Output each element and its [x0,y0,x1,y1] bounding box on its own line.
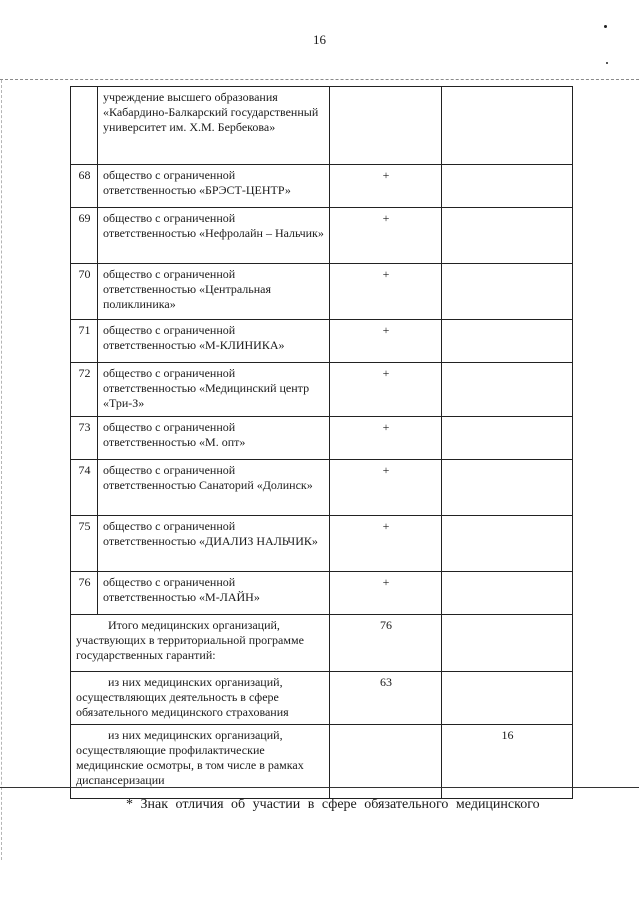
participation-mark-cell: + [330,208,442,264]
participation-mark2-cell [442,417,573,460]
total-label-text: из них медицинских организаций, осуществляющих деятельность в сфере обязательного медицинского страхования [76,675,289,719]
organization-name-cell: общество с ограниченной ответственностью «М-ЛАЙН» [98,572,330,615]
total-label-text: из них медицинских организаций, осуществляющие профилактические медицинские осмотры, в том числе в рамках диспансеризации [76,728,304,787]
participation-mark2-cell [442,165,573,208]
page-number: 16 [313,32,326,47]
participation-mark2-cell [442,516,573,572]
participation-mark2-cell [442,572,573,615]
participation-mark2-cell [442,320,573,363]
table-row [71,165,573,208]
participation-mark2-cell [442,264,573,320]
table-total-row [71,615,573,672]
table-row [71,417,573,460]
page-left-edge [1,80,2,860]
row-number-cell: 72 [71,363,98,417]
participation-mark-cell: + [330,460,442,516]
row-number-cell: 75 [71,516,98,572]
participation-mark-cell: + [330,165,442,208]
total-label-cell [71,615,330,672]
participation-mark-cell [330,87,442,165]
organization-name-cell: общество с ограниченной ответственностью «Нефролайн – Нальчик» [98,208,330,264]
participation-mark2-cell [442,208,573,264]
participation-mark-cell: + [330,320,442,363]
participation-mark-cell: + [330,264,442,320]
total-value-cell: 76 [330,615,442,672]
row-number-cell [71,87,98,165]
organizations-table [70,86,573,799]
table-row-continuation [71,87,573,165]
table-row [71,460,573,516]
organization-name-cell: общество с ограниченной ответственностью «М. опт» [98,417,330,460]
table-row [71,264,573,320]
row-number-cell: 71 [71,320,98,363]
scan-speck-top [604,25,607,28]
participation-mark2-cell [442,460,573,516]
row-number-cell: 68 [71,165,98,208]
total-label-cell [71,672,330,725]
participation-mark-cell: + [330,572,442,615]
organization-name-cell: учреждение высшего образования «Кабардино-Балкарский государственный университет им. Х.М. Бербекова» [98,87,330,165]
participation-mark-cell: + [330,516,442,572]
participation-mark-cell: + [330,417,442,460]
organization-name-cell: общество с ограниченной ответственностью «М-КЛИНИКА» [98,320,330,363]
table-row [71,320,573,363]
row-number-cell: 70 [71,264,98,320]
organization-name-cell: общество с ограниченной ответственностью «БРЭСТ-ЦЕНТР» [98,165,330,208]
total-value-cell: 63 [330,672,442,725]
table-row [71,208,573,264]
table-total-row [71,672,573,725]
row-number-cell: 69 [71,208,98,264]
page-top-rule [0,79,639,80]
total-value2-cell: 16 [442,725,573,799]
organization-name-cell: общество с ограниченной ответственностью «ДИАЛИЗ НАЛЬЧИК» [98,516,330,572]
row-number-cell: 74 [71,460,98,516]
total-value2-cell [442,672,573,725]
total-value2-cell [442,615,573,672]
participation-mark2-cell [442,87,573,165]
table-row [71,363,573,417]
table-row [71,572,573,615]
organization-name-cell: общество с ограниченной ответственностью «Центральная поликлиника» [98,264,330,320]
footnote-separator [0,787,639,788]
table-row [71,516,573,572]
total-label-text: Итого медицинских организаций, участвующих в территориальной программе государственных гарантий: [76,618,304,662]
row-number-cell: 73 [71,417,98,460]
organization-name-cell: общество с ограниченной ответственностью Санаторий «Долинск» [98,460,330,516]
footnote-text: * Знак отличия об участии в сфере обязательного медицинского [126,797,540,812]
scan-speck-right [606,62,608,64]
organization-name-cell: общество с ограниченной ответственностью «Медицинский центр «Три-З» [98,363,330,417]
participation-mark2-cell [442,363,573,417]
participation-mark-cell: + [330,363,442,417]
row-number-cell: 76 [71,572,98,615]
